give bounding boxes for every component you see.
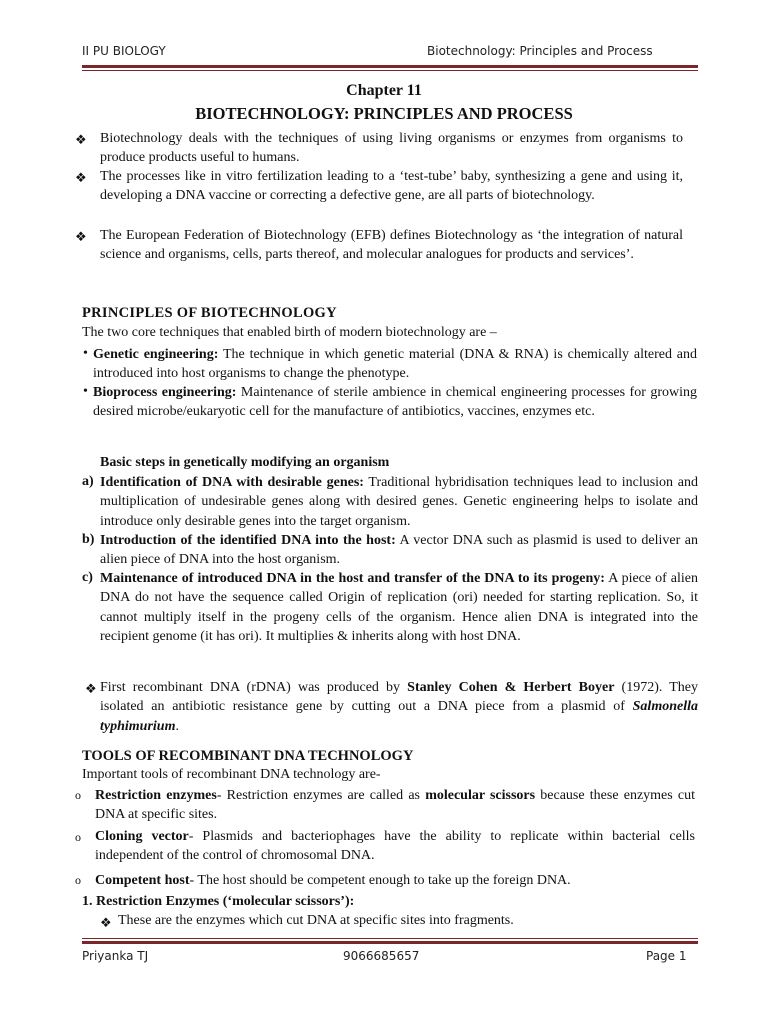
definition: The technique in which genetic material (DNA & RNA) is chemically altered and introduced into host organisms to change the phenotype. <box>93 347 698 382</box>
intro-point-2: The processes like in vitro fertilization leading to a ‘test-tube’ baby, synthesizing a gene and using it, developing a DNA vaccine or correcting a defective gene, are all parts of biotechnology. <box>100 169 683 204</box>
chapter-title: BIOTECHNOLOGY: PRINCIPLES AND PROCESS <box>195 104 573 123</box>
intro-point-1: Biotechnology deals with the techniques of using living organisms or enzymes from organisms to produce products useful to humans. <box>100 131 683 166</box>
tool-restriction-enzymes <box>95 786 695 825</box>
footer-phone: 9066685657 <box>343 949 420 963</box>
text: First recombinant DNA (rDNA) was produced by <box>100 680 408 695</box>
principle-genetic-engineering <box>93 345 697 384</box>
text: - Plasmids and bacteriophages have the ability to replicate within bacterial cells independent of the control of chromosomal DNA. <box>95 829 696 864</box>
chapter-number: Chapter 11 <box>346 82 422 99</box>
principle-bioprocess-engineering <box>93 383 697 422</box>
term: Bioprocess engineering: <box>93 385 237 400</box>
dot-bullet-icon: • <box>83 346 88 361</box>
footer-page-number: Page 1 <box>646 949 687 963</box>
circle-bullet-icon: o <box>75 788 81 802</box>
term: Cloning vector <box>95 829 189 844</box>
step-b <box>100 531 698 570</box>
step-marker: a) <box>82 474 94 489</box>
diamond-bullet-icon: ❖ <box>75 170 87 185</box>
diamond-bullet-icon: ❖ <box>85 681 97 696</box>
intro-point-3: The European Federation of Biotechnology (EFB) defines Biotechnology as ‘the integration of natural science and organisms, cells, parts thereof, and molecular analogues for products and services’. <box>100 228 683 263</box>
circle-bullet-icon: o <box>75 873 81 887</box>
footer-rule <box>82 938 698 944</box>
tools-heading: TOOLS OF RECOMBINANT DNA TECHNOLOGY <box>82 748 414 764</box>
text: A piece of alien DNA do not have the sequence called Origin of replication (ori) needed for starting replication. So, it cannot multiply itself in the progeny cells of the organism. Hence alien DNA is integrated into the recipient genome (it has ori). It multiplies & inherits along with host DNA. <box>100 571 699 644</box>
header-right: Biotechnology: Principles and Process <box>427 44 653 58</box>
text: Traditional hybridisation techniques lead to inclusion and multiplication of undesirable genes along with desired genes. Genetic engineering helps to isolate and introduce only desirable genes into the target organism. <box>100 475 698 529</box>
text: - Restriction enzymes are called as <box>216 788 426 803</box>
step-marker: b) <box>82 532 95 547</box>
principles-heading: PRINCIPLES OF BIOTECHNOLOGY <box>82 305 337 321</box>
step-marker: c) <box>82 570 93 585</box>
diamond-bullet-icon: ❖ <box>75 132 87 147</box>
principles-lead: The two core techniques that enabled birth of modern biotechnology are – <box>82 325 497 340</box>
scientists: Stanley Cohen & Herbert Boyer <box>407 680 615 695</box>
term: Introduction of the identified DNA into the host: <box>100 533 396 548</box>
term: Competent host <box>95 873 190 888</box>
restriction-heading: 1. Restriction Enzymes (‘molecular scissors’): <box>82 894 355 909</box>
text: . <box>175 718 179 734</box>
term: Genetic engineering: <box>93 347 219 362</box>
circle-bullet-icon: o <box>75 830 81 844</box>
text: - The host should be competent enough to take up the foreign DNA. <box>189 873 571 888</box>
step-a <box>100 473 698 531</box>
text: because these enzymes cut DNA at specific sites. <box>95 788 696 823</box>
species: Salmonella typhimurium <box>100 699 698 734</box>
header-rule <box>82 65 698 71</box>
dot-bullet-icon: • <box>83 384 88 399</box>
tool-competent-host <box>95 871 695 890</box>
emphasis: molecular scissors <box>425 788 536 803</box>
diamond-bullet-icon: ❖ <box>75 229 87 244</box>
text: A vector DNA such as plasmid is used to deliver an alien piece of DNA into the host organism. <box>100 533 699 568</box>
restriction-point: These are the enzymes which cut DNA at specific sites into fragments. <box>118 913 514 928</box>
rdna-paragraph <box>100 678 698 736</box>
tool-cloning-vector <box>95 827 695 866</box>
steps-heading: Basic steps in genetically modifying an organism <box>100 455 390 470</box>
term: Maintenance of introduced DNA in the host and transfer of the DNA to its progeny: <box>100 571 605 586</box>
term: Identification of DNA with desirable genes: <box>100 475 364 490</box>
footer-author: Priyanka TJ <box>82 949 149 963</box>
header-left: II PU BIOLOGY <box>82 44 166 58</box>
text: (1972). They isolated an antibiotic resistance gene by cutting out a DNA piece from a plasmid of <box>100 680 699 715</box>
tools-lead: Important tools of recombinant DNA technology are- <box>82 767 381 782</box>
definition: Maintenance of sterile ambience in chemical engineering processes for growing desired microbe/eukaryotic cell for the manufacture of antibiotics, vaccines, enzymes etc. <box>93 385 697 420</box>
term: Restriction enzymes <box>95 788 217 803</box>
diamond-bullet-icon: ❖ <box>100 915 112 930</box>
step-c <box>100 569 698 646</box>
